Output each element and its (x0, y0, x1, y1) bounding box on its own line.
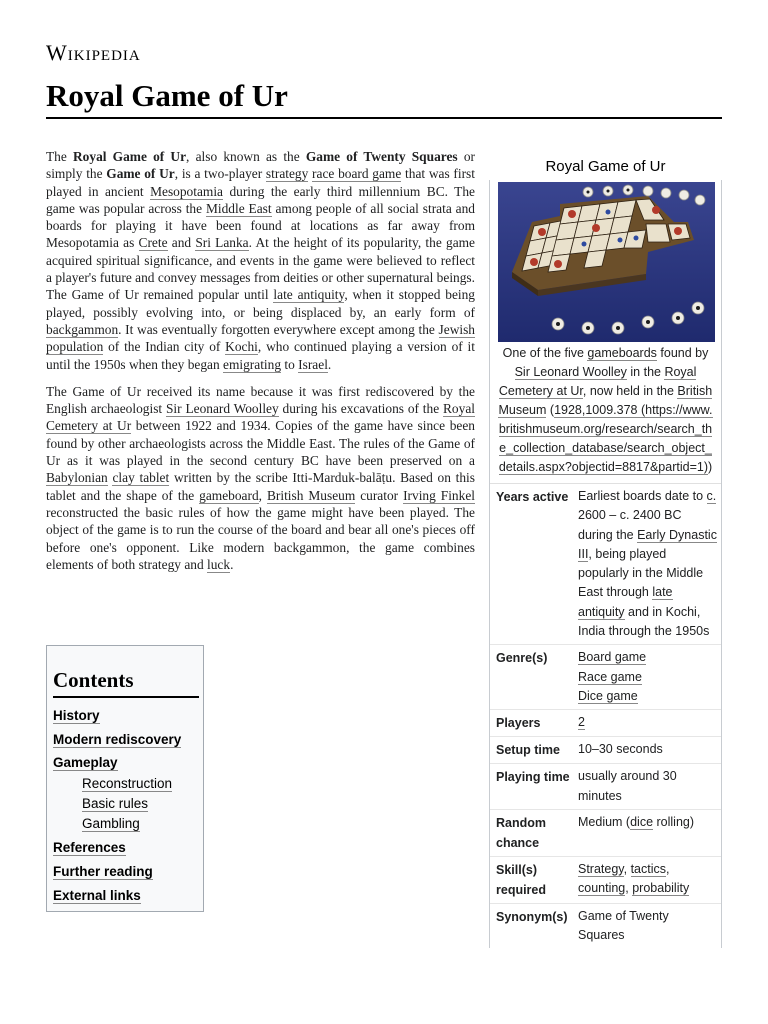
infobox (489, 153, 722, 948)
infobox-label: Genre(s) (496, 651, 548, 666)
infobox-image-wrap (490, 180, 721, 342)
infobox-row-random-chance (490, 810, 721, 857)
wikipedia-logo[interactable]: Wikipedia (46, 40, 141, 65)
link-probability[interactable]: probability (632, 881, 690, 896)
toc-item-gameplay[interactable]: Gameplay (53, 755, 118, 770)
link-babylonian[interactable]: Babylonian (46, 470, 108, 486)
link-emigrating[interactable]: emigrating (223, 356, 282, 372)
link-mesopotamia[interactable]: Mesopotamia (150, 183, 223, 199)
infobox-value: Earliest boards date to c. 2600 – c. 2400 BC during the Early Dynastic III, being played popularly in the Middle East through late antiquity and in Kochi, India through the 1950s (578, 489, 717, 639)
toc-item-modern-rediscovery[interactable]: Modern rediscovery (53, 732, 182, 747)
article-body (46, 148, 475, 583)
infobox-label: Playing time (496, 770, 570, 785)
image-caption: One of the five gameboards found by Sir Leonard Woolley in the Royal Cemetery at Ur, now held in the British Museum (1928,1009.378 (https://www.britishmuseum.org/research/search_the_collection_database/search_object_details.aspx?objectid=8817&partid=1)) (490, 342, 721, 484)
title-divider (46, 117, 722, 119)
toc-item-history[interactable]: History (53, 708, 100, 723)
link-dice[interactable]: dice (630, 814, 654, 829)
link-tactics[interactable]: tactics (630, 861, 667, 876)
infobox-value: Strategy, tactics, counting, probability (578, 861, 690, 896)
infobox-row-years-active (490, 484, 721, 645)
link-board-game[interactable]: Board game (578, 650, 647, 665)
infobox-label: Players (496, 716, 541, 731)
link-museum-record[interactable]: 1928,1009.378 (https://www.britishmuseum.org/research/search_the_collection_database/search_object_details.aspx?objectid=8817&partid=1) (498, 403, 713, 474)
toc-item-further-reading[interactable]: Further reading (53, 864, 153, 879)
infobox-label: Synonym(s) (496, 909, 568, 924)
link-israel[interactable]: Israel (298, 356, 328, 372)
link-gameboards[interactable]: gameboards (587, 346, 657, 360)
link-british-museum[interactable]: British Museum (266, 487, 356, 503)
infobox-label: Skill(s) required (496, 862, 547, 897)
link-clay-tablet[interactable]: clay tablet (112, 470, 170, 486)
link-caption-leonard-woolley[interactable]: Sir Leonard Woolley (514, 365, 627, 379)
link-kochi[interactable]: Kochi (225, 339, 258, 355)
infobox-value: usually around 30 minutes (578, 769, 677, 803)
second-paragraph: The Game of Ur received its name because it was first rediscovered by the English archaeologist Sir Leonard Woolley during his excavations of the Royal Cemetery at Ur between 1922 and 1934. Copies of the game have since been found by other archaeologists across the Middle East. The rules of the Game of Ur as it was played in the second century BC have been preserved on a Babylonian clay tablet written by the scribe Itti-Marduk-balāṭu. Based on this tablet and the shape of the gameboard, British Museum curator Irving Finkel reconstructed the basic rules of how the game might have been played. The object of the game is to run the course of the board and bear all one's pieces off before one's opponent. Like modern backgammon, the game combines elements of both strategy and luck. (46, 383, 475, 572)
link-strategy[interactable]: strategy (265, 166, 309, 182)
link-jewish-population[interactable]: Jewish population (46, 321, 475, 355)
infobox-row-playing-time (490, 764, 721, 810)
link-leonard-woolley[interactable]: Sir Leonard Woolley (165, 401, 279, 417)
table-of-contents (46, 645, 204, 912)
bold-term: Royal Game of Ur (73, 149, 187, 164)
toc-item-external-links[interactable]: External links (53, 888, 141, 903)
link-late-antiquity[interactable]: late antiquity (273, 287, 345, 303)
infobox-row-genres (490, 645, 721, 710)
toc-subitem-basic-rules[interactable]: Basic rules (82, 796, 149, 811)
link-sri-lanka[interactable]: Sri Lanka (195, 235, 249, 251)
toc-subitem-reconstruction[interactable]: Reconstruction (82, 776, 173, 791)
link-backgammon[interactable]: backgammon (46, 321, 119, 337)
infobox-row-synonyms (490, 904, 721, 949)
link-players[interactable]: 2 (578, 715, 585, 730)
link-counting[interactable]: counting (578, 881, 626, 896)
infobox-title: Royal Game of Ur (545, 158, 666, 175)
link-infobox-late-antiquity[interactable]: late antiquity (578, 585, 673, 619)
toc-item-references[interactable]: References (53, 840, 126, 855)
infobox-row-skills (490, 857, 721, 904)
infobox-value (578, 713, 718, 733)
infobox-label: Years active (496, 490, 569, 504)
link-race-board-game[interactable]: race board game (312, 166, 402, 182)
toc-subitem-gambling[interactable]: Gambling (82, 816, 140, 831)
infobox-value: 10–30 seconds (578, 742, 663, 757)
infobox-value: Game of Twenty Squares (578, 908, 669, 943)
bold-term: Game of Twenty Squares (305, 149, 458, 164)
link-caption-royal-cemetery[interactable]: Royal Cemetery at Ur (498, 365, 697, 398)
link-luck[interactable]: luck (207, 556, 231, 572)
link-royal-cemetery[interactable]: Royal Cemetery at Ur (46, 401, 475, 434)
link-strategy-skill[interactable]: Strategy (578, 861, 624, 876)
infobox-label: Random chance (496, 815, 546, 850)
infobox-label: Setup time (496, 743, 560, 758)
infobox-frame (489, 180, 722, 948)
gameboard-photo[interactable] (498, 182, 715, 342)
toc-title: Contents (53, 668, 199, 698)
link-caption-british-museum[interactable]: British Museum (498, 384, 713, 417)
infobox-value: Medium (dice rolling) (578, 814, 695, 829)
link-dice-game[interactable]: Dice game (578, 688, 638, 703)
bold-term: Game of Ur (106, 166, 175, 182)
link-circa[interactable]: c. (706, 489, 717, 503)
infobox-row-players (490, 710, 721, 737)
link-race-game[interactable]: Race game (578, 669, 642, 684)
link-early-dynastic-iii[interactable]: Early Dynastic III (578, 527, 717, 561)
link-gameboard[interactable]: gameboard (199, 487, 259, 503)
link-crete[interactable]: Crete (138, 235, 168, 251)
page-title: Royal Game of Ur (46, 78, 288, 113)
intro-paragraph: The Royal Game of Ur, also known as the Game of Twenty Squares or simply the Game of Ur, is a two-player strategy race board game that was first played in ancient Mesopotamia during the early third millennium BC. The game was popular across the Middle East among people of all social strata and boards for playing it have been found at locations as far away from Mesopotamia as Crete and Sri Lanka. At the height of its popularity, the game acquired spiritual significance, and events in the game were believed to reflect a player's future and convey messages from deities or other supernatural beings. The Game of Ur remained popular until late antiquity, when it stopped being played, possibly evolving into, or being displaced by, an early form of backgammon. It was eventually forgotten everywhere except among the Jewish population of the Indian city of Kochi, who continued playing a version of it until the 1950s when they began emigrating to Israel. (46, 149, 476, 372)
link-middle-east[interactable]: Middle East (205, 200, 272, 216)
infobox-value (578, 648, 718, 706)
link-irving-finkel[interactable]: Irving Finkel (403, 487, 475, 503)
infobox-row-setup-time (490, 737, 721, 764)
